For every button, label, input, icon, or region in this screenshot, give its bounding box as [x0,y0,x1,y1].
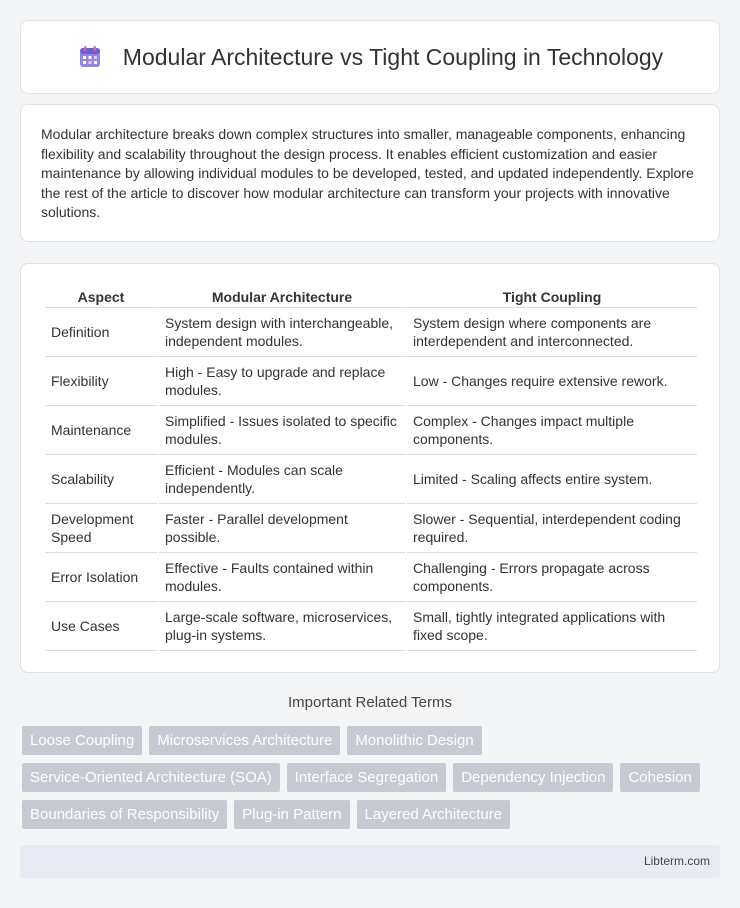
term-tag[interactable]: Microservices Architecture [149,726,340,755]
calendar-icon [77,44,103,70]
cell-modular: Simplified - Issues isolated to specific modules. [159,406,405,455]
header-modular: Modular Architecture [159,284,405,308]
table-row [45,504,697,553]
cell-tight: System design where components are interdependent and interconnected. [407,308,697,357]
term-tag[interactable]: Interface Segregation [287,763,446,792]
cell-tight: Challenging - Errors propagate across components. [407,553,697,602]
cell-aspect: Scalability [45,455,157,504]
cell-aspect: Maintenance [45,406,157,455]
table-row [45,406,697,455]
title-card [20,20,720,94]
cell-aspect: Definition [45,308,157,357]
comparison-table [43,284,699,651]
cell-modular: High - Easy to upgrade and replace modules. [159,357,405,406]
cell-aspect: Development Speed [45,504,157,553]
footer-site-link[interactable]: Libterm.com [643,854,710,868]
table-row [45,357,697,406]
header-tight: Tight Coupling [407,284,697,308]
term-tag[interactable]: Service-Oriented Architecture (SOA) [22,763,280,792]
comparison-table-card [20,263,720,673]
footer [20,845,720,878]
intro-card [20,104,720,242]
cell-tight: Small, tightly integrated applications with fixed scope. [407,602,697,651]
table-row [45,602,697,651]
table-row [45,553,697,602]
cell-modular: System design with interchangeable, independent modules. [159,308,405,357]
cell-tight: Complex - Changes impact multiple components. [407,406,697,455]
table-row [45,455,697,504]
term-tag[interactable]: Boundaries of Responsibility [22,800,227,829]
page-title: Modular Architecture vs Tight Coupling in Technology [122,43,664,70]
cell-aspect: Use Cases [45,602,157,651]
cell-tight: Limited - Scaling affects entire system. [407,455,697,504]
term-tag[interactable]: Loose Coupling [22,726,142,755]
term-tag[interactable]: Layered Architecture [357,800,511,829]
cell-tight: Low - Changes require extensive rework. [407,357,697,406]
term-tag[interactable]: Monolithic Design [347,726,481,755]
term-tag[interactable]: Cohesion [620,763,699,792]
table-header-row [45,284,697,308]
cell-modular: Efficient - Modules can scale independently. [159,455,405,504]
intro-text: Modular architecture breaks down complex structures into smaller, manageable components, enhancing flexibility and scalability throughout the design process. It enables efficient customization and easier maintenance by allowing individual modules to be developed, tested, and updated independently. Explore the rest of the article to discover how modular architecture can transform your projects with innovative solutions. [41,126,694,220]
related-terms-title: Important Related Terms [288,694,452,711]
term-tag[interactable]: Plug-in Pattern [234,800,349,829]
related-terms-list [22,726,722,829]
cell-modular: Large-scale software, microservices, plug-in systems. [159,602,405,651]
cell-modular: Effective - Faults contained within modules. [159,553,405,602]
table-row [45,308,697,357]
cell-modular: Faster - Parallel development possible. [159,504,405,553]
cell-tight: Slower - Sequential, interdependent coding required. [407,504,697,553]
header-aspect: Aspect [45,284,157,308]
cell-aspect: Flexibility [45,357,157,406]
cell-aspect: Error Isolation [45,553,157,602]
term-tag[interactable]: Dependency Injection [453,763,613,792]
